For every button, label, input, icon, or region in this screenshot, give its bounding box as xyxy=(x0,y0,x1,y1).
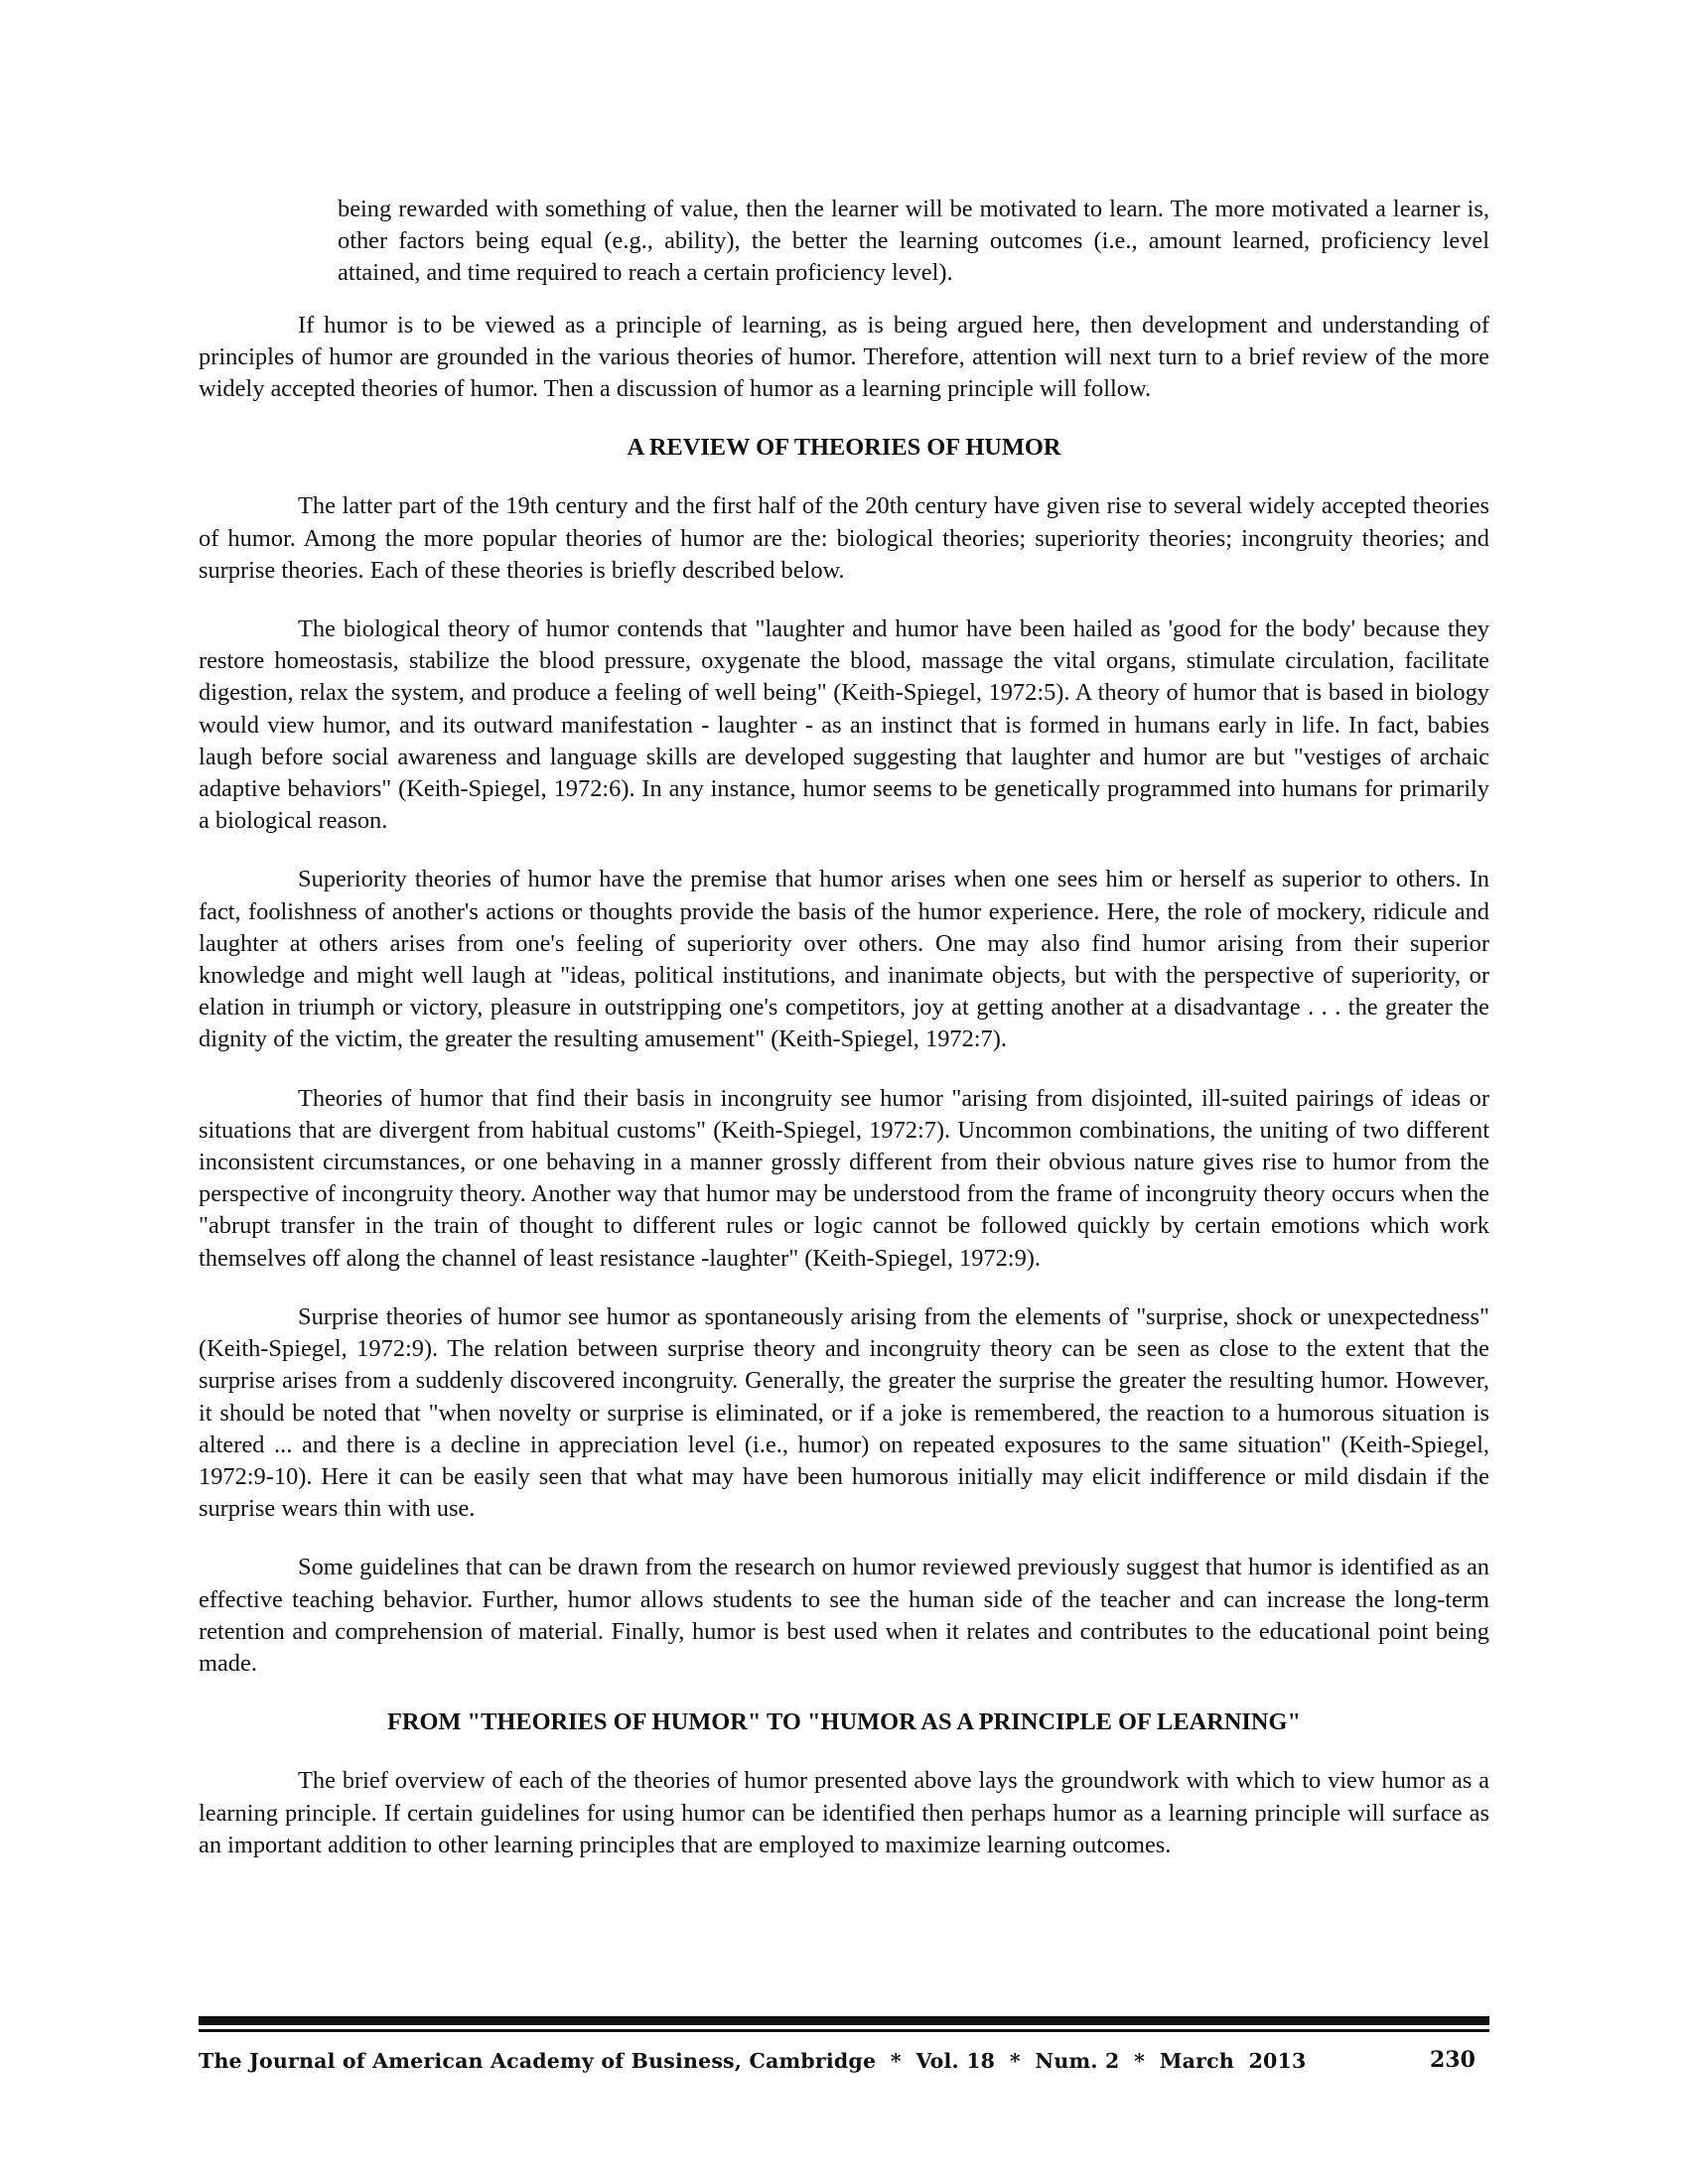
footer-rule-thin xyxy=(199,2029,1489,2032)
article-body xyxy=(199,194,1489,1888)
paragraph-guidelines: Some guidelines that can be drawn from the research on humor reviewed previously suggest that humor is identified as an effective teaching behavior. Further, humor allows students to see the human side of the teacher and can increase the long-term retention and comprehension of material. Finally, humor is best used when it relates and contributes to the educational point being made. xyxy=(199,1554,1489,1677)
block-quote: being rewarded with something of value, then the learner will be motivated to learn. The more motivated a learner is, other factors being equal (e.g., ability), the better the learning outcomes (i.e., amount learned, proficiency level attained, and time required to reach a certain proficiency level). xyxy=(338,196,1489,287)
paragraph-incongruity: Theories of humor that find their basis in incongruity see humor "arising from disjointed, ill-suited pairings of ideas or situations that are divergent from habitual customs" (Keith-Spiegel, 1972:7). Uncommon combinations, the uniting of two different inconsistent circumstances, or one behaving in a manner grossly different from their obvious nature gives rise to humor from the perspective of incongruity theory. Another way that humor may be understood from the frame of incongruity theory occurs when the "abrupt transfer in the train of thought to different rules or logic cannot be followed quickly by certain emotions which work themselves off along the channel of least resistance -laughter" (Keith-Spiegel, 1972:9). xyxy=(199,1084,1489,1272)
paragraph-surprise: Surprise theories of humor see humor as spontaneously arising from the elements of "surprise, shock or unexpectedness" (Keith-Spiegel, 1972:9). The relation between surprise theory and incongruity theory can be seen as close to the extent that the surprise arises from a suddenly discovered incongruity. Generally, the greater the surprise the greater the resulting humor. However, it should be noted that "when novelty or surprise is eliminated, or if a joke is remembered, the reaction to a humorous situation is altered ... and there is a decline in appreciation level (i.e., humor) on repeated exposures to the same situation" (Keith-Spiegel, 1972:9-10). Here it can be easily seen that what may have been humorous initially may elicit indifference or mild disdain if the surprise wears thin with use. xyxy=(199,1302,1489,1523)
section-heading-review: A REVIEW OF THEORIES OF HUMOR xyxy=(627,434,1061,462)
footer-rule-thick xyxy=(199,2016,1489,2025)
section-heading-from-theories: FROM "THEORIES OF HUMOR" TO "HUMOR AS A PRINCIPLE OF LEARNING" xyxy=(386,1708,1302,1736)
page-number: 230 xyxy=(1430,2047,1476,2073)
paragraph-biological: The biological theory of humor contends that "laughter and humor have been hailed as 'good for the body' because they restore homeostasis, stabilize the blood pressure, oxygenate the blood, massage the vital organs, stimulate circulation, facilitate digestion, relax the system, and produce a feeling of well being" (Keith-Spiegel, 1972:5). A theory of humor that is based in biology would view humor, and its outward manifestation - laughter - as an instinct that is formed in humans early in life. In fact, babies laugh before social awareness and language skills are developed suggesting that laughter and humor are but "vestiges of archaic adaptive behaviors" (Keith-Spiegel, 1972:6). In any instance, humor seems to be genetically programmed into humans for primarily a biological reason. xyxy=(199,615,1489,835)
paragraph-overview: The brief overview of each of the theories of humor presented above lays the groundwork with which to view humor as a learning principle. If certain guidelines for using humor can be identified then perhaps humor as a learning principle will surface as an important addition to other learning principles that are employed to maximize learning outcomes. xyxy=(199,1767,1489,1858)
paragraph-superiority: Superiority theories of humor have the premise that humor arises when one sees him or herself as superior to others. In fact, foolishness of another's actions or thoughts provide the basis of the humor experience. Here, the role of mockery, ridicule and laughter at others arises from one's feeling of superiority over others. One may also find humor arising from their superior knowledge and might well laugh at "ideas, political institutions, and inanimate objects, but with the perspective of superiority, or elation in triumph or victory, pleasure in outstripping one's competitors, joy at getting another at a disadvantage . . . the greater the dignity of the victim, the greater the resulting amusement" (Keith-Spiegel, 1972:7). xyxy=(199,866,1489,1053)
paragraph-intro: If humor is to be viewed as a principle of learning, as is being argued here, then development and understanding of principles of humor are grounded in the various theories of humor. Therefore, attention will next turn to a brief review of the more widely accepted theories of humor. Then a discussion of humor as a learning principle will follow. xyxy=(199,311,1489,403)
paragraph-review-intro: The latter part of the 19th century and the first half of the 20th century have given rise to several widely accepted theories of humor. Among the more popular theories of humor are the: biological theories; superiority theories; incongruity theories; and surprise theories. Each of these theories is briefly described below. xyxy=(199,492,1489,584)
journal-citation: The Journal of American Academy of Business, Cambridge * Vol. 18 * Num. 2 * March 2013 xyxy=(199,2049,1307,2073)
